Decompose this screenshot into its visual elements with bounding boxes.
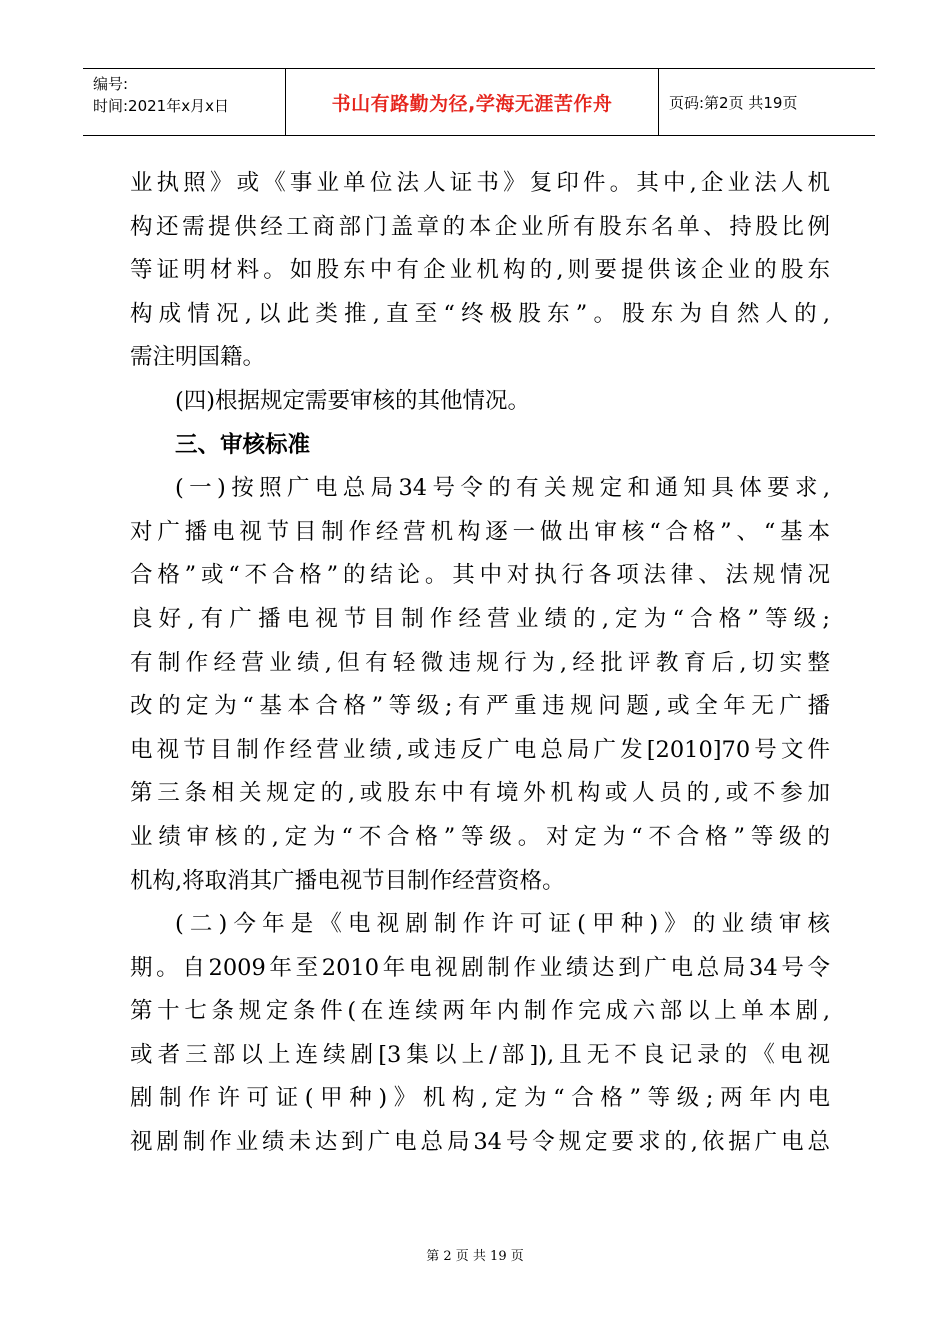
header-motto: 书山有路勤为径,学海无涯苦作舟 bbox=[331, 92, 613, 115]
body-line: (二)今年是《电视剧制作许可证(甲种)》的业绩审核 bbox=[175, 911, 830, 938]
body-line: 有制作经营业绩,但有轻微违规行为,经批评教育后,切实整 bbox=[130, 649, 830, 676]
body-line: 需注明国籍。 bbox=[130, 344, 266, 371]
header-motto-cell bbox=[285, 69, 659, 135]
body-line: 改的定为“基本合格”等级;有严重违规问题,或全年无广播 bbox=[130, 693, 830, 720]
body-line: 期。自2009年至2010年电视剧制作业绩达到广电总局34号令 bbox=[130, 954, 830, 981]
page-header bbox=[83, 68, 875, 136]
body-line: 第三条相关规定的,或股东中有境外机构或人员的,或不参加 bbox=[130, 780, 830, 807]
document-number-label: 编号: bbox=[93, 75, 129, 93]
body-line: (一)按照广电总局34号令的有关规定和通知具体要求, bbox=[175, 475, 830, 502]
body-line: 业绩审核的,定为“不合格”等级。对定为“不合格”等级的 bbox=[130, 823, 830, 850]
body-line: 或者三部以上连续剧[3集以上/部]),且无不良记录的《电视 bbox=[130, 1041, 830, 1068]
body-line: 构成情况,以此类推,直至“终极股东”。股东为自然人的, bbox=[130, 300, 830, 327]
page-footer: 第 2 页 共 19 页 bbox=[426, 1249, 524, 1264]
body-line: 良好,有广播电视节目制作经营业绩的,定为“合格”等级; bbox=[130, 605, 830, 632]
body-line: 合格”或“不合格”的结论。其中对执行各项法律、法规情况 bbox=[130, 562, 830, 589]
section-heading: 三、审核标准 bbox=[175, 431, 311, 458]
body-line: 构还需提供经工商部门盖章的本企业所有股东名单、持股比例 bbox=[130, 213, 830, 240]
body-line: 对广播电视节目制作经营机构逐一做出审核“合格”、“基本 bbox=[130, 518, 830, 545]
header-page-cell bbox=[659, 69, 875, 135]
document-time-label: 时间:2021年x月x日 bbox=[93, 97, 229, 115]
body-line: 等证明材料。如股东中有企业机构的,则要提供该企业的股东 bbox=[130, 257, 830, 284]
body-line: 视剧制作业绩未达到广电总局34号令规定要求的,依据广电总 bbox=[130, 1129, 830, 1156]
body-line: (四)根据规定需要审核的其他情况。 bbox=[175, 387, 531, 414]
body-line: 电视节目制作经营业绩,或违反广电总局广发[2010]70号文件 bbox=[130, 736, 830, 763]
body-line: 业执照》或《事业单位法人证书》复印件。其中,企业法人机 bbox=[130, 170, 830, 196]
header-page-label: 页码:第2页 共19页 bbox=[669, 93, 798, 112]
body-line: 剧制作许可证(甲种)》机构,定为“合格”等级;两年内电 bbox=[130, 1085, 830, 1112]
header-meta bbox=[83, 69, 285, 135]
body-line: 第十七条规定条件(在连续两年内制作完成六部以上单本剧, bbox=[130, 998, 830, 1025]
body-line: 机构,将取消其广播电视节目制作经营资格。 bbox=[130, 867, 565, 894]
document-body bbox=[130, 162, 830, 1165]
